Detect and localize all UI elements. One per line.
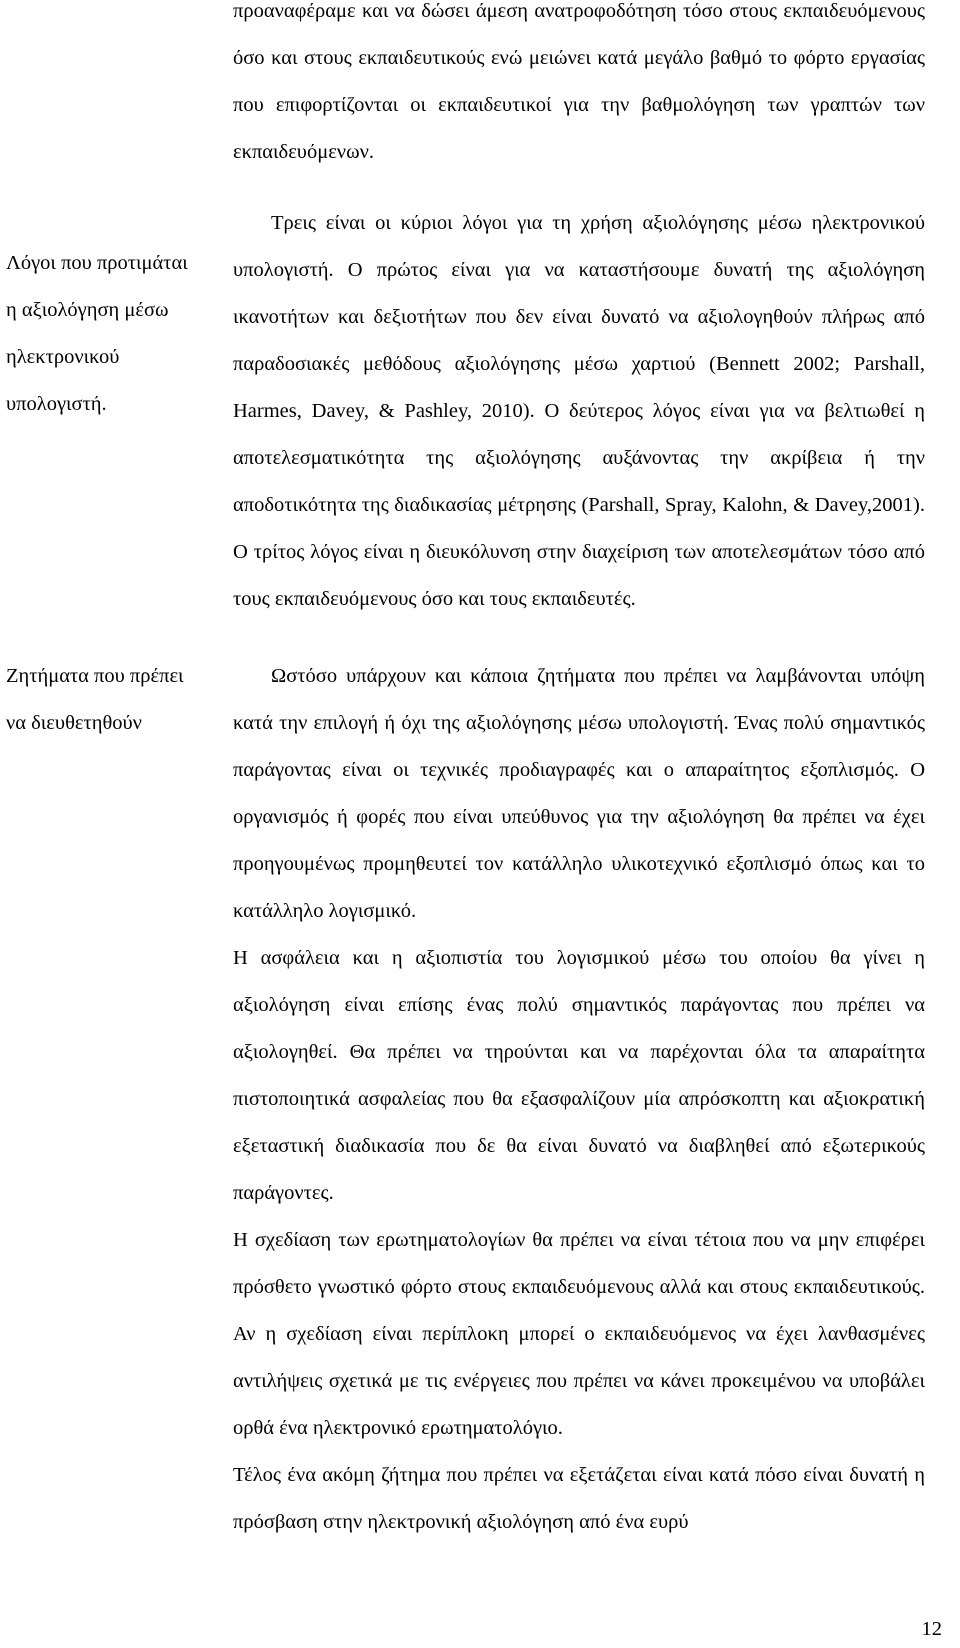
issues-paragraph-1: Ωστόσο υπάρχουν και κάποια ζητήματα που πρέπει να λαμβάνονται υπόψη κατά την επιλογή ή όχι της αξιολόγησης μέσω υπολογιστή. Ένας πολύ σημαντικός παράγοντας είναι οι τεχνικές προδιαγραφές και ο απαραίτητος εξοπλισμός. Ο οργανισμός ή φορές που είναι υπεύθυνος για την αξιολόγηση θα πρέπει να έχει προηγουμένως προμηθευτεί τον κατάλληλο υλικοτεχνικό εξοπλισμό όπως και το κατάλληλο λογισμικό. [233, 665, 925, 922]
issues-margin-note: Ζητήματα που πρέπει να διευθετηθούν [6, 665, 184, 734]
reasons-text [233, 200, 925, 623]
issues-paragraph-3: Η σχεδίαση των ερωτηματολογίων θα πρέπει να είναι τέτοια που να μην επιφέρει πρόσθετο γνωστικό φόρτο στους εκπαιδευόμενους αλλά και στους εκπαιδευτικούς. Αν η σχεδίαση είναι περίπλοκη μπορεί ο εκπαιδευόμενος να έχει λανθασμένες αντιλήψεις σχετικά με τις ενέργειες που πρέπει να κάνει προκειμένου να υποβάλει ορθά ένα ηλεκτρονικό ερωτηματολόγιο. [233, 1229, 925, 1439]
issues-paragraph-2: Η ασφάλεια και η αξιοπιστία του λογισμικού μέσω του οποίου θα γίνει η αξιολόγηση είναι επίσης ένας πολύ σημαντικός παράγοντας που πρέπει να αξιολογηθεί. Θα πρέπει να τηρούνται και να παρέχονται όλα τα απαραίτητα πιστοποιητικά ασφαλείας που θα εξασφαλίζουν μία απρόσκοπτη και αξιοκρατική εξεταστική διαδικασία που δε θα είναι δυνατό να διαβληθεί από εξωτερικούς παράγοντες. [233, 947, 925, 1204]
issues-text [233, 653, 925, 1546]
reasons-paragraph: Τρεις είναι οι κύριοι λόγοι για τη χρήση αξιολόγησης μέσω ηλεκτρονικού υπολογιστή. Ο πρώτος είναι για να καταστήσουμε δυνατή της αξιολόγηση ικανοτήτων και δεξιοτήτων που δεν είναι δυνατό να αξιολογηθούν πλήρως από παραδοσιακές μεθόδους αξιολόγησης μέσω χαρτιού (Bennett 2002; Parshall, Harmes, Davey, & Pashley, 2010). Ο δεύτερος λόγος είναι για να βελτιωθεί η αποτελεσματικότητα της αξιολόγησης αυξάνοντας την ακρίβεια ή την αποδοτικότητα της διαδικασίας μέτρησης (Parshall, Spray, Kalohn, & Davey,2001). Ο τρίτος λόγος είναι η διευκόλυνση στην διαχείριση των αποτελεσμάτων τόσο από τους εκπαιδευόμενους όσο και τους εκπαιδευτές. [233, 212, 925, 610]
reasons-margin-note: Λόγοι που προτιμάται η αξιολόγηση μέσω ηλεκτρονικού υπολογιστή. [6, 252, 188, 415]
issues-paragraph-4: Τέλος ένα ακόμη ζήτημα που πρέπει να εξετάζεται είναι κατά πόσο είναι δυνατή η πρόσβαση στην ηλεκτρονική αξιολόγηση από ένα ευρύ [233, 1464, 925, 1533]
page-number: 12 [921, 1618, 942, 1640]
intro-text [233, 0, 925, 176]
intro-paragraph: προαναφέραμε και να δώσει άμεση ανατροφοδότηση τόσο στους εκπαιδευόμενους όσο και στους εκπαιδευτικούς ενώ μειώνει κατά μεγάλο βαθμό το φόρτο εργασίας που επιφορτίζονται οι εκπαιδευτικοί για την βαθμολόγηση των γραπτών των εκπαιδευόμενων. [233, 0, 925, 163]
